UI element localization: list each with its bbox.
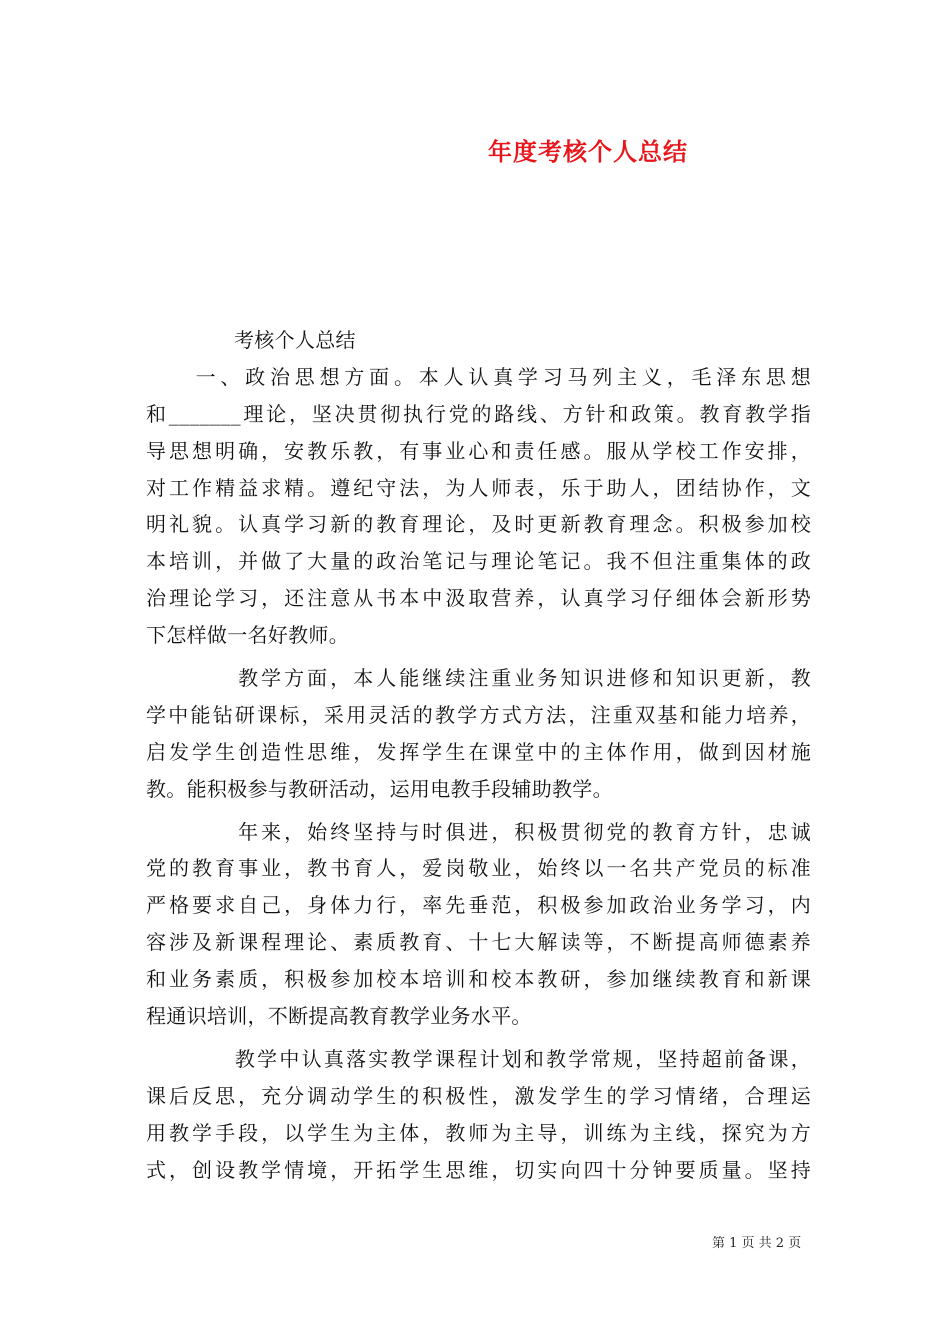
subtitle: 考核个人总结 xyxy=(234,328,356,352)
paragraph-teaching xyxy=(146,660,811,808)
paragraph-line: 一、政治思想方面。本人认真学习马列主义，毛泽东思想 xyxy=(146,364,811,389)
paragraph-line: 本培训，并做了大量的政治笔记与理论笔记。我不但注重集体的政 xyxy=(146,549,811,574)
paragraph-line: 和业务素质，积极参加校本培训和校本教研，参加继续教育和新课 xyxy=(146,967,811,992)
paragraph-line: 程通识培训，不断提高教育教学业务水平。 xyxy=(146,1004,532,1029)
paragraph-line: 用教学手段，以学生为主体，教师为主导，训练为主线，探究为方 xyxy=(146,1120,811,1145)
paragraph-line: 学中能钻研课标，采用灵活的教学方式方法，注重双基和能力培养， xyxy=(146,702,811,727)
document-title: 年度考核个人总结 xyxy=(488,137,688,166)
paragraph-classroom xyxy=(146,1041,811,1189)
paragraph-line: 治理论学习，还注意从书本中汲取营养，认真学习仔细体会新形势 xyxy=(146,586,811,611)
paragraph-line: 教学中认真落实教学课程计划和教学常规，坚持超前备课， xyxy=(146,1046,811,1071)
paragraph-line: 启发学生创造性思维，发挥学生在课堂中的主体作用，做到因材施 xyxy=(146,739,811,764)
paragraph-year-review xyxy=(146,814,811,1035)
paragraph-line: 课后反思，充分调动学生的积极性，激发学生的学习情绪，合理运 xyxy=(146,1083,811,1108)
paragraph-line: 年来，始终坚持与时俱进，积极贯彻党的教育方针，忠诚 xyxy=(146,819,811,844)
paragraph-line: 党的教育事业，教书育人，爱岗敬业，始终以一名共产党员的标准 xyxy=(146,856,811,881)
paragraph-political xyxy=(146,359,811,654)
paragraph-line: 教学方面，本人能继续注重业务知识进修和知识更新，教 xyxy=(146,666,811,691)
page-number: 第 1 页 共 2 页 xyxy=(712,1236,802,1251)
paragraph-line: 导思想明确，安教乐教，有事业心和责任感。服从学校工作安排， xyxy=(146,438,811,463)
paragraph-line: 和_______理论，坚决贯彻执行党的路线、方针和政策。教育教学指 xyxy=(146,401,811,426)
document-body xyxy=(146,322,811,1188)
paragraph-line: 对工作精益求精。遵纪守法，为人师表，乐于助人，团结协作，文 xyxy=(146,475,811,500)
paragraph-line: 容涉及新课程理论、素质教育、十七大解读等，不断提高师德素养 xyxy=(146,930,811,955)
paragraph-line: 严格要求自己，身体力行，率先垂范，积极参加政治业务学习，内 xyxy=(146,893,811,918)
paragraph-line: 式，创设教学情境，开拓学生思维，切实向四十分钟要质量。坚持 xyxy=(146,1157,811,1182)
paragraph-line: 明礼貌。认真学习新的教育理论，及时更新教育理念。积极参加校 xyxy=(146,512,811,537)
paragraph-line: 下怎样做一名好教师。 xyxy=(146,623,349,648)
paragraph-line: 教。能积极参与教研活动，运用电教手段辅助教学。 xyxy=(146,776,613,801)
